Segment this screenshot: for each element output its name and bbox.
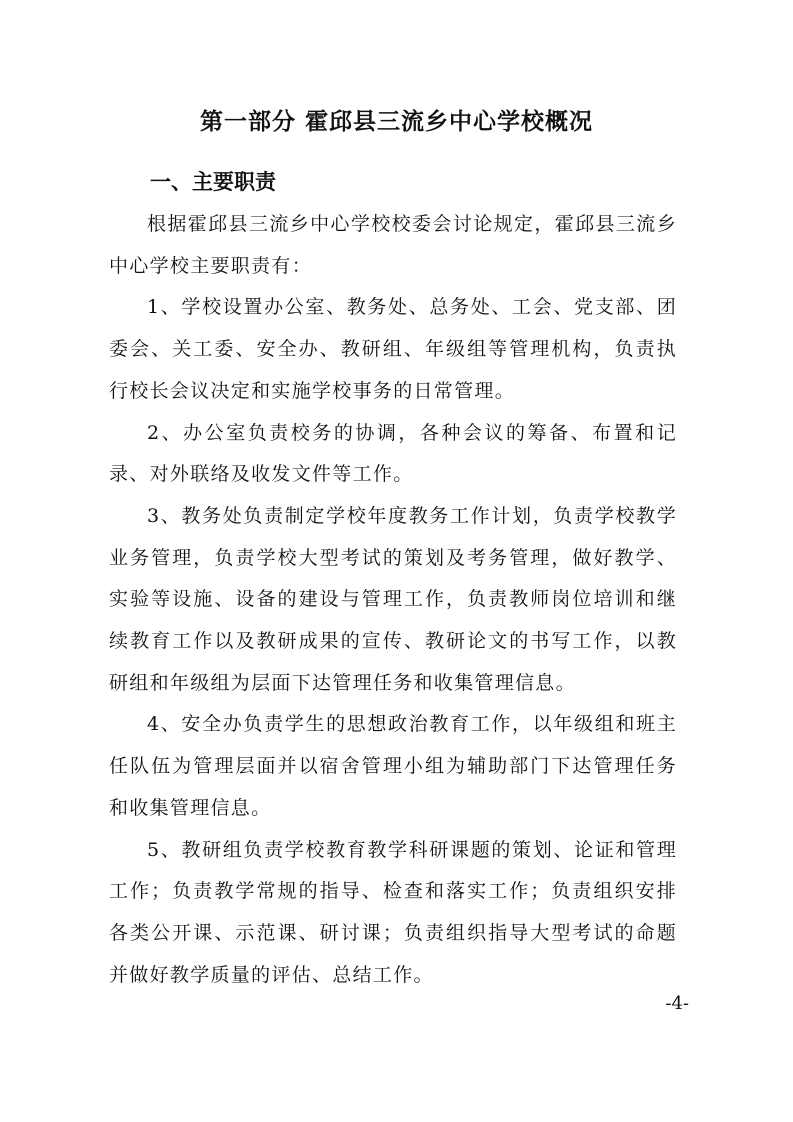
- section-heading: 一、主要职责: [150, 170, 276, 194]
- paragraph-item-4: 4、安全办负责学生的思想政治教育工作，以年级组和班主任队伍为管理层面并以宿舍管理小组为辅助部门下达管理任务和收集管理信息。: [109, 713, 677, 819]
- document-title: 第一部分 霍邱县三流乡中心学校概况: [199, 109, 593, 135]
- body-text: [109, 204, 677, 996]
- paragraph-item-1: 1、学校设置办公室、教务处、总务处、工会、党支部、团委会、关工委、安全办、教研组、年级组等管理机构，负责执行校长会议决定和实施学校事务的日常管理。: [109, 296, 677, 402]
- paragraph-item-3: 3、教务处负责制定学校年度教务工作计划，负责学校教学业务管理，负责学校大型考试的策划及考务管理，做好教学、实验等设施、设备的建设与管理工作，负责教师岗位培训和继续教育工作以及教研成果的宣传、教研论文的书写工作，以教研组和年级组为层面下达管理任务和收集管理信息。: [109, 504, 677, 694]
- paragraph-item-2: 2、办公室负责校务的协调，各种会议的筹备、布置和记录、对外联络及收发文件等工作。: [109, 421, 677, 486]
- paragraph-intro: 根据霍邱县三流乡中心学校校委会讨论规定，霍邱县三流乡中心学校主要职责有：: [109, 213, 677, 277]
- paragraph-item-5: 5、教研组负责学校教育教学科研课题的策划、论证和管理工作；负责教学常规的指导、检查和落实工作；负责组织安排各类公开课、示范课、研讨课；负责组织指导大型考试的命题并做好教学质量的评估、总结工作。: [109, 838, 677, 986]
- page-number: -4-: [665, 993, 689, 1014]
